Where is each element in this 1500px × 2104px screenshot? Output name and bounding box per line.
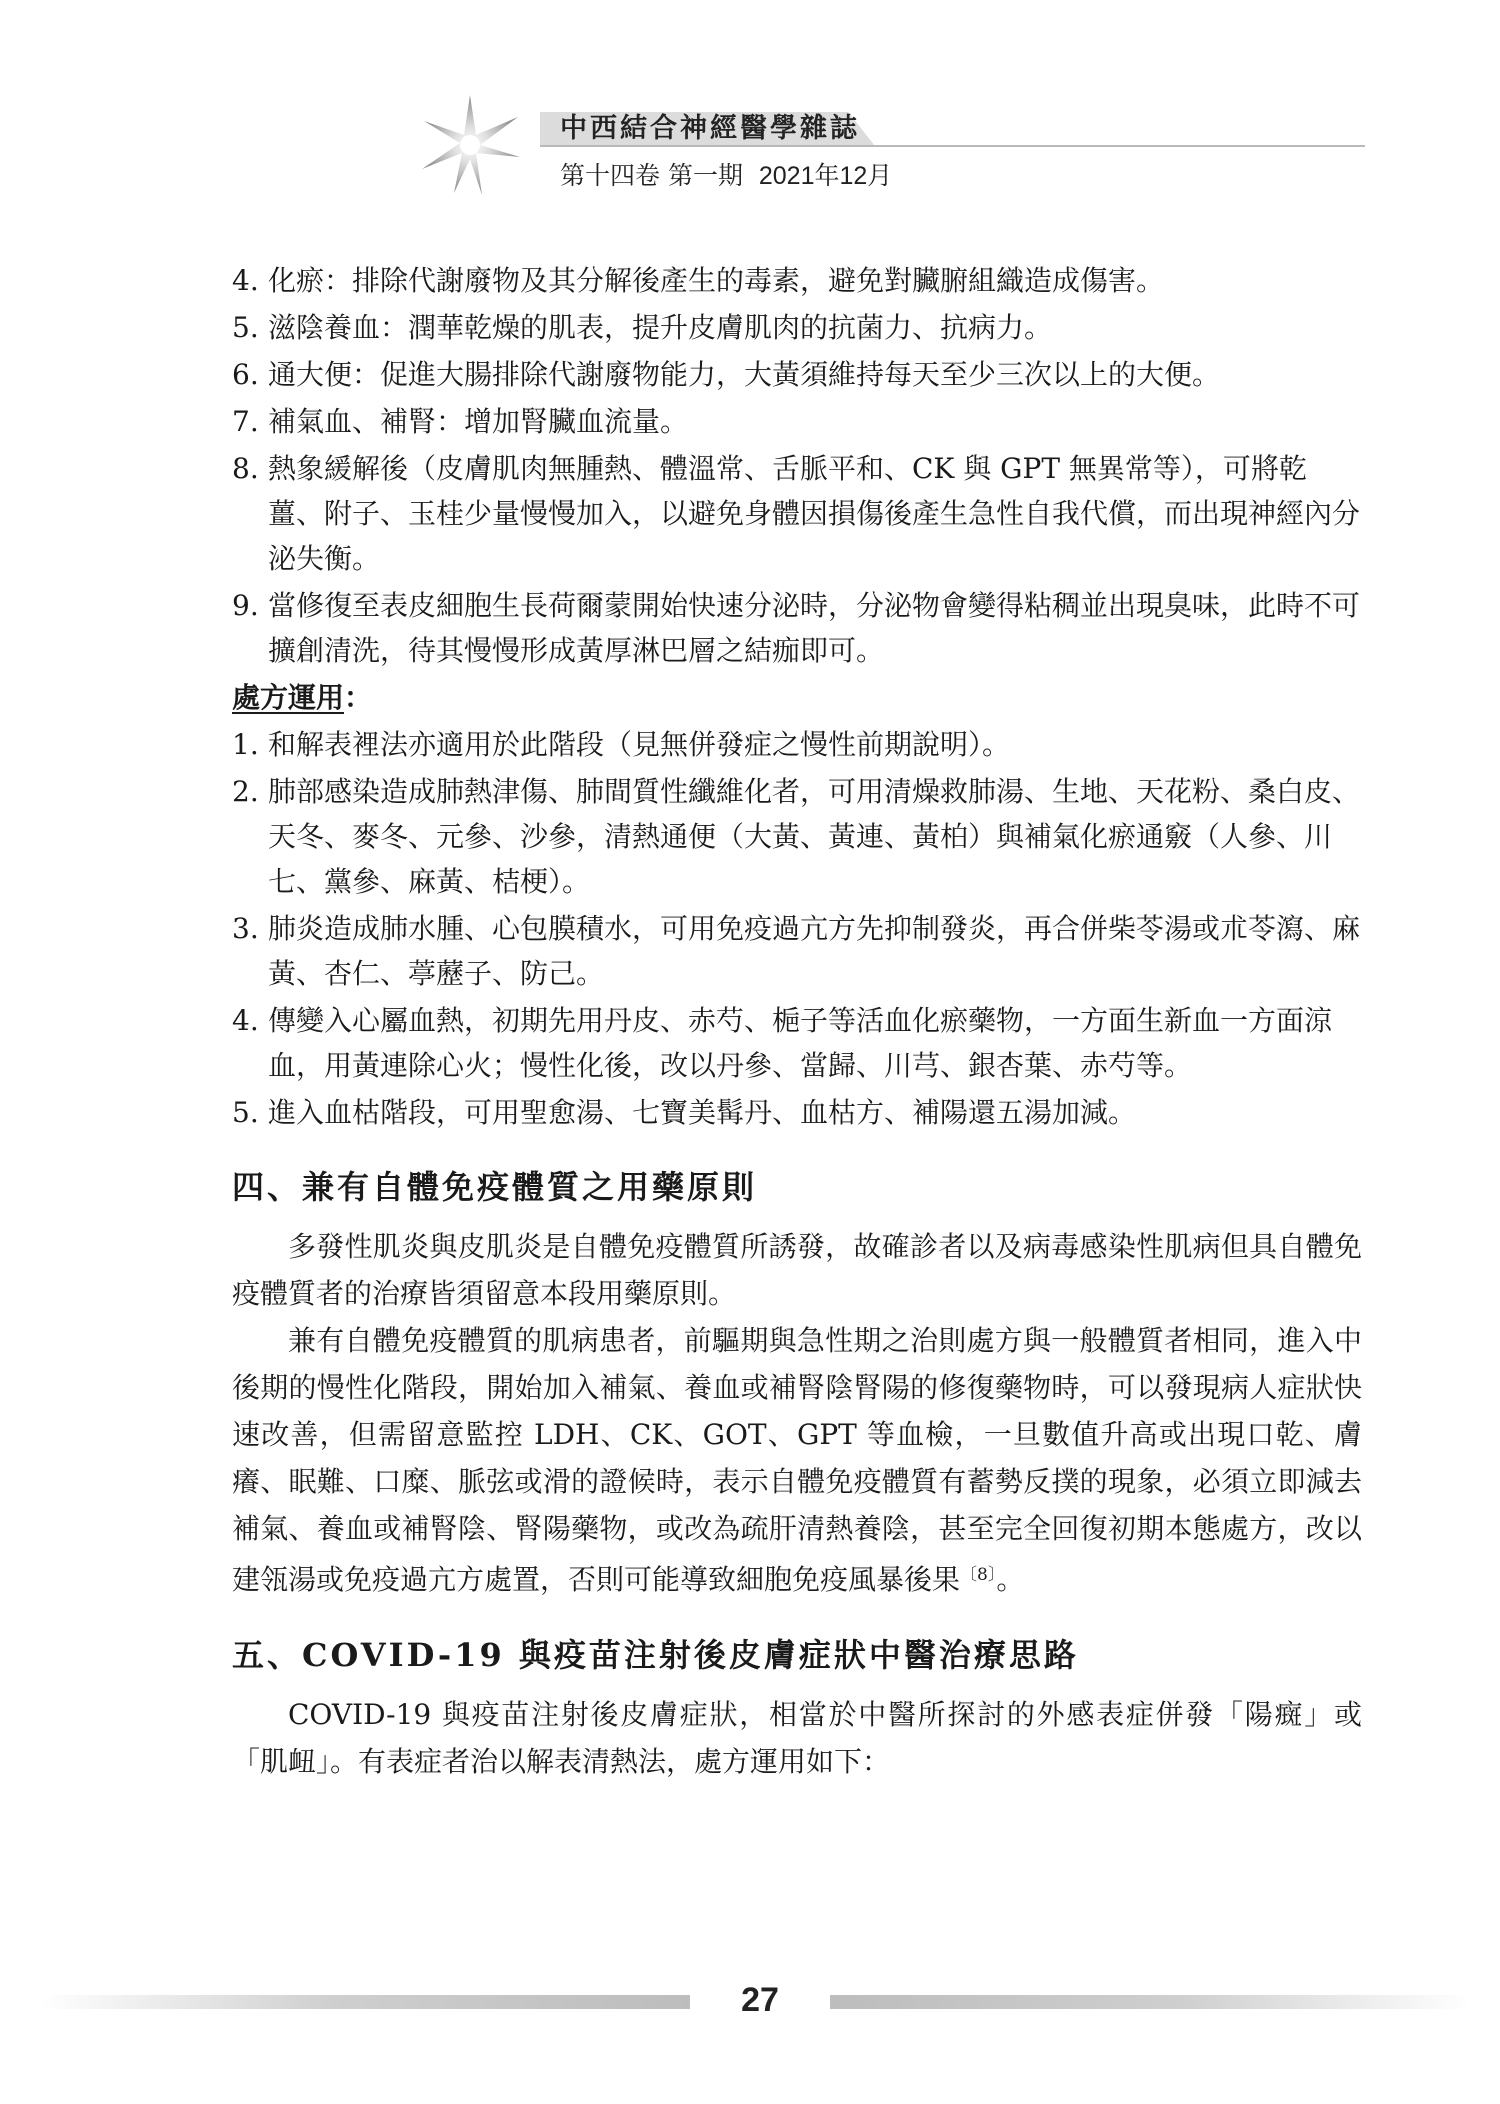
section5-paragraph-1: COVID-19 與疫苗注射後皮膚症狀，相當於中醫所探討的外感表症併發「陽癍」或「肌衄」。有表症者治以解表清熱法，處方運用如下： (232, 1698, 1362, 1778)
item-text: 肺部感染造成肺熱津傷、肺間質性纖維化者，可用清燥救肺湯、生地、天花粉、桑白皮、天冬、麥冬、元參、沙參，清熱通便（大黃、黃連、黃柏）與補氣化瘀通竅（人參、川七、黨參、麻黃、桔梗）。 (268, 775, 1361, 898)
item-text: 和解表裡法亦適用於此階段（見無併發症之慢性前期說明）。 (268, 728, 1011, 761)
item-text: 當修復至表皮細胞生長荷爾蒙開始快速分泌時，分泌物會變得粘稠並出現臭味，此時不可擴創清洗，待其慢慢形成黃厚淋巴層之結痂即可。 (268, 589, 1361, 667)
prescription-list (232, 722, 1362, 1135)
paragraph-end: 。 (996, 1563, 1025, 1596)
list-item (232, 305, 1362, 350)
page-number: 27 (741, 1981, 779, 2019)
prescription-heading-text: 處方運用 (232, 681, 345, 714)
item-number: 5. (232, 1096, 259, 1129)
item-text: 通大便：促進大腸排除代謝廢物能力，大黃須維持每天至少三次以上的大便。 (268, 358, 1221, 391)
section-heading-4: 四、兼有自體免疫體質之用藥原則 (232, 1168, 758, 1206)
list-item (232, 1090, 1362, 1135)
item-number: 2. (232, 775, 259, 808)
item-text: 傳變入心屬血熱，初期先用丹皮、赤芍、梔子等活血化瘀藥物，一方面生新血一方面涼血，用黃連除心火；慢性化後，改以丹參、當歸、川芎、銀杏葉、赤芍等。 (268, 1004, 1333, 1082)
list-item (232, 583, 1362, 673)
item-number: 4. (232, 1004, 259, 1037)
footer-bar-right (830, 1995, 1470, 2009)
list-item (232, 258, 1362, 303)
item-number: 5. (232, 311, 259, 344)
list-item (232, 769, 1362, 904)
item-text: 滋陰養血：潤華乾燥的肌表，提升皮膚肌肉的抗菌力、抗病力。 (268, 311, 1053, 344)
star-burst-icon (420, 95, 520, 195)
list-item (232, 446, 1362, 581)
item-text: 熱象緩解後（皮膚肌肉無腫熱、體溫常、舌脈平和、CK 與 GPT 無異常等），可將乾薑、附子、玉桂少量慢慢加入，以避免身體因損傷後產生急性自我代償，而出現神經內分泌失衡。 (268, 452, 1361, 575)
paragraph-text: 兼有自體免疫體質的肌病患者，前驅期與急性期之治則處方與一般體質者相同，進入中後期的慢性化階段，開始加入補氣、養血或補腎陰腎陽的修復藥物時，可以發現病人症狀快速改善，但需留意監控 LDH、CK、GOT、GPT 等血檢，一旦數值升高或出現口乾、膚癢、眠難、口糜、脈弦或滑的證候時，表示自體免疫體質有蓄勢反撲的現象，必須立即減去補氣、養血或補腎陰、腎陽藥物，或改為疏肝清熱養陰，甚至完全回復初期本態處方，改以建瓴湯或免疫過亢方處置，否則可能導致細胞免疫風暴後果 (232, 1324, 1362, 1596)
list-item (232, 906, 1362, 996)
list-item (232, 399, 1362, 444)
prescription-heading (232, 675, 1362, 720)
issue-line (560, 160, 892, 192)
list-item (232, 998, 1362, 1088)
footer-bar-left (40, 1995, 690, 2009)
list-item (232, 722, 1362, 767)
journal-title: 中西結合神經醫學雜誌 (560, 113, 860, 144)
item-number: 3. (232, 912, 259, 945)
item-number: 1. (232, 728, 259, 761)
item-number: 9. (232, 589, 259, 622)
article-body (232, 258, 1362, 1785)
section-heading-5: 五、COVID-19 與疫苗注射後皮膚症狀中醫治療思路 (232, 1636, 1079, 1674)
section4-paragraph-1: 多發性肌炎與皮肌炎是自體免疫體質所誘發，故確診者以及病毒感染性肌病但具自體免疫體質者的治療皆須留意本段用藥原則。 (232, 1230, 1362, 1310)
item-text: 進入血枯階段，可用聖愈湯、七寶美髯丹、血枯方、補陽還五湯加減。 (268, 1096, 1137, 1129)
item-number: 8. (232, 452, 259, 485)
header-rule (540, 145, 1365, 147)
prescription-heading-colon: ： (344, 681, 373, 714)
issue-volume: 第十四卷 第一期 (560, 161, 743, 190)
item-number: 4. (232, 264, 259, 297)
issue-date: 2021年12月 (758, 162, 893, 190)
item-text: 補氣血、補腎：增加腎臟血流量。 (268, 405, 689, 438)
item-number: 6. (232, 358, 259, 391)
section4-paragraph-2 (232, 1317, 1362, 1603)
item-text: 肺炎造成肺水腫、心包膜積水，可用免疫過亢方先抑制發炎，再合併柴苓湯或朮苓瀉、麻黃、杏仁、葶藶子、防己。 (268, 912, 1361, 990)
citation-ref: 〔8〕 (960, 1565, 997, 1585)
principles-list (232, 258, 1362, 673)
item-text: 化瘀：排除代謝廢物及其分解後產生的毒素，避免對臟腑組織造成傷害。 (268, 264, 1165, 297)
list-item (232, 352, 1362, 397)
item-number: 7. (232, 405, 259, 438)
